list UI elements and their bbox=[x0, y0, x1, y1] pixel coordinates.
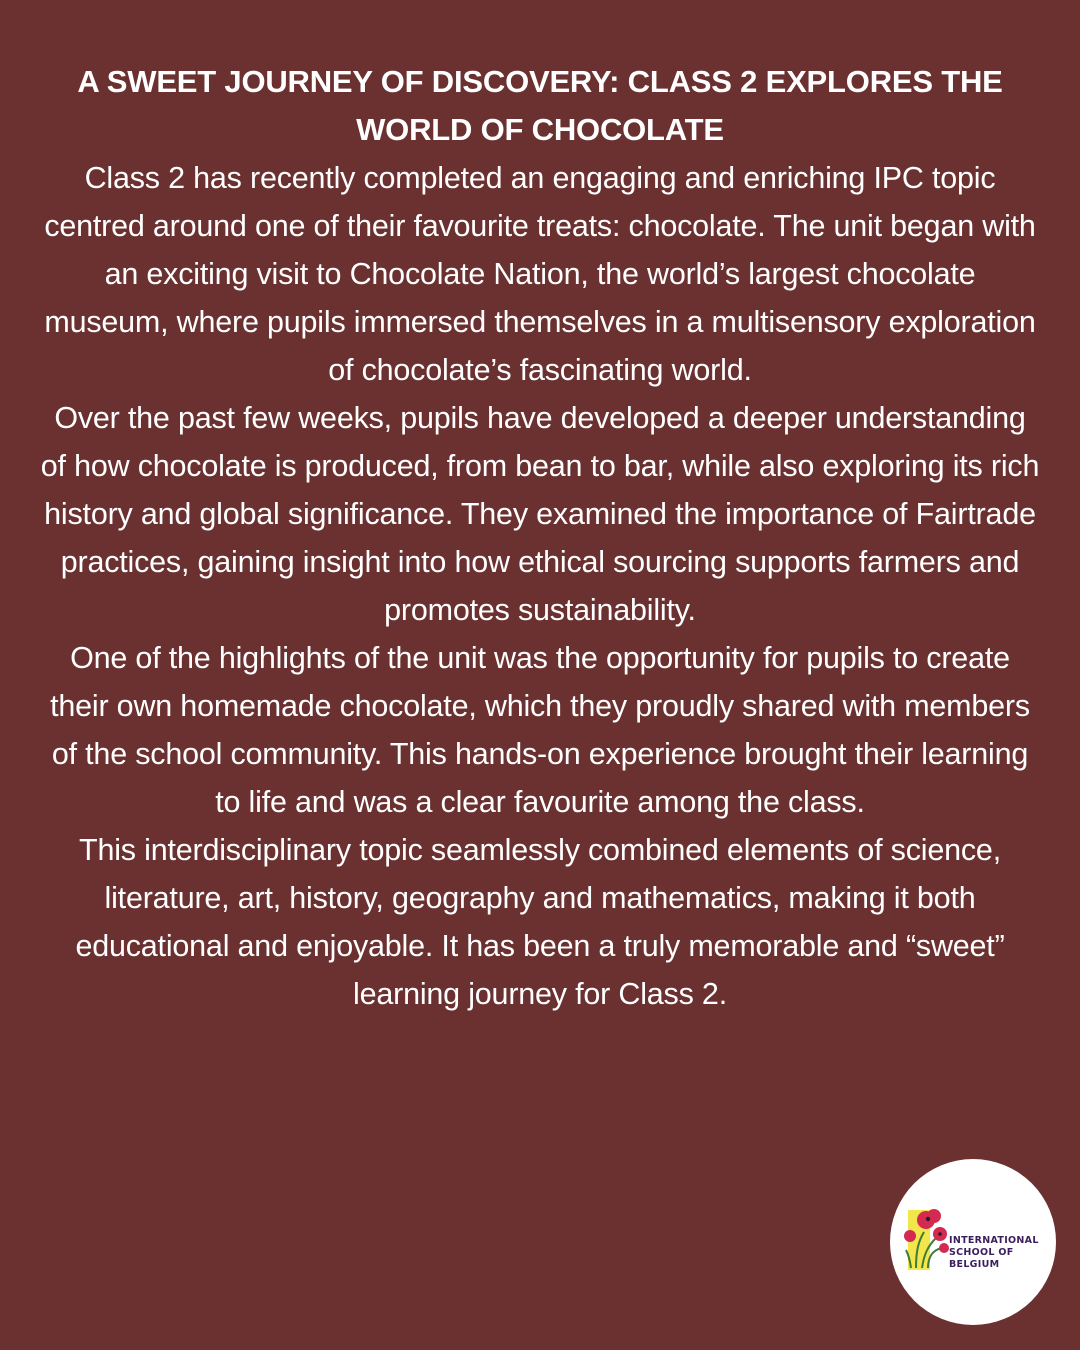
school-name-line-3: BELGIUM bbox=[949, 1259, 1000, 1270]
school-name-line-2: SCHOOL OF bbox=[949, 1247, 1014, 1258]
article-paragraph-1: Class 2 has recently completed an engaging and enriching IPC topic centred around one of their favourite treats: chocolate. The unit began with an exciting visit to Chocolate Nation, the world’s largest chocolate museum, where pupils immersed themselves in a multisensory exploration of chocolate’s fascinating world. bbox=[44, 161, 1036, 387]
article-paragraph-2: Over the past few weeks, pupils have developed a deeper understanding of how chocolate is produced, from bean to bar, while also exploring its rich history and global significance. They examined the importance of Fairtrade practices, gaining insight into how ethical sourcing supports farmers and promotes sustainability. bbox=[40, 401, 1040, 627]
poppy-flower-icon bbox=[902, 1202, 950, 1274]
article bbox=[40, 58, 1040, 1018]
school-name bbox=[949, 1235, 1053, 1271]
school-name-line-1: INTERNATIONAL bbox=[949, 1235, 1039, 1246]
article-paragraph-4: This interdisciplinary topic seamlessly combined elements of science, literature, art, history, geography and mathematics, making it both educational and enjoyable. It has been a truly memorable and “sweet” learning journey for Class 2. bbox=[75, 833, 1005, 1011]
article-paragraph-3: One of the highlights of the unit was the opportunity for pupils to create their own homemade chocolate, which they proudly shared with members of the school community. This hands-on experience brought their learning to life and was a clear favourite among the class. bbox=[50, 641, 1030, 819]
article-title: A SWEET JOURNEY OF DISCOVERY: CLASS 2 EXPLORES THE WORLD OF CHOCOLATE bbox=[77, 64, 1003, 147]
school-logo-badge bbox=[890, 1159, 1056, 1325]
